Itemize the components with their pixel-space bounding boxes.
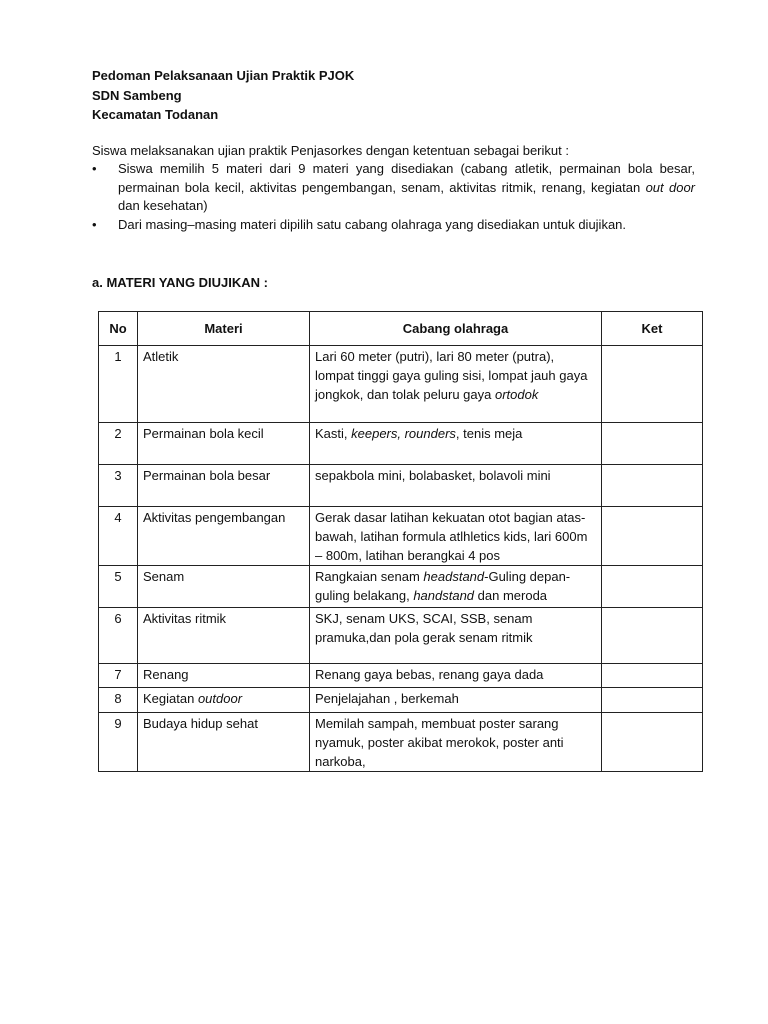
cell-materi: Permainan bola kecil	[138, 423, 310, 465]
cell-no: 6	[99, 608, 138, 664]
table-row	[99, 507, 703, 566]
column-header-cabang: Cabang olahraga	[310, 312, 602, 346]
materi-table	[98, 311, 703, 772]
column-header-no: No	[99, 312, 138, 346]
bullet-icon: •	[92, 161, 97, 176]
bullet-text: Dari masing–masing materi dipilih satu cabang olahraga yang disediakan untuk diujikan.	[118, 216, 627, 232]
cell-ket	[602, 346, 703, 423]
district-name: Kecamatan Todanan	[92, 107, 219, 122]
cell-cabang: sepakbola mini, bolabasket, bolavoli mini	[310, 465, 602, 507]
table-row	[99, 465, 703, 507]
cell-ket	[602, 608, 703, 664]
list-item	[92, 216, 695, 235]
cell-cabang: Kasti, keepers, rounders, tenis meja	[310, 423, 602, 465]
cell-materi: Renang	[138, 664, 310, 688]
cell-materi: Atletik	[138, 346, 310, 423]
cell-materi: Senam	[138, 566, 310, 608]
cell-ket	[602, 465, 703, 507]
cell-no: 4	[99, 507, 138, 566]
cell-ket	[602, 566, 703, 608]
cell-cabang: Renang gaya bebas, renang gaya dada	[310, 664, 602, 688]
cell-materi: Aktivitas ritmik	[138, 608, 310, 664]
school-name: SDN Sambeng	[92, 88, 182, 103]
cell-cabang: Rangkaian senam headstand-Guling depan-guling belakang, handstand dan meroda	[310, 566, 602, 608]
cell-no: 5	[99, 566, 138, 608]
cell-no: 1	[99, 346, 138, 423]
cell-ket	[602, 713, 703, 772]
table-row	[99, 346, 703, 423]
cell-cabang: Memilah sampah, membuat poster sarang nyamuk, poster akibat merokok, poster anti narkoba,	[310, 713, 602, 772]
bullet-text: Siswa memilih 5 materi dari 9 materi yang disediakan (cabang atletik, permainan bola besar, permainan bola kecil, aktivitas pengembangan, senam, aktivitas ritmik, renang, kegiatan out door dan kesehatan)	[118, 161, 696, 213]
document-title: Pedoman Pelaksanaan Ujian Praktik PJOK	[92, 68, 355, 83]
table-row	[99, 688, 703, 713]
cell-no: 9	[99, 713, 138, 772]
table-row	[99, 423, 703, 465]
table-row	[99, 664, 703, 688]
rules-list	[92, 160, 695, 234]
list-item	[92, 160, 695, 216]
table-row	[99, 566, 703, 608]
cell-no: 2	[99, 423, 138, 465]
cell-cabang: Penjelajahan , berkemah	[310, 688, 602, 713]
cell-materi: Budaya hidup sehat	[138, 713, 310, 772]
cell-ket	[602, 423, 703, 465]
cell-ket	[602, 507, 703, 566]
column-header-materi: Materi	[138, 312, 310, 346]
cell-ket	[602, 664, 703, 688]
column-header-ket: Ket	[602, 312, 703, 346]
bullet-icon: •	[92, 216, 97, 232]
cell-ket	[602, 688, 703, 713]
cell-materi: Permainan bola besar	[138, 465, 310, 507]
cell-no: 7	[99, 664, 138, 688]
table-header-row	[99, 312, 703, 346]
cell-cabang: Lari 60 meter (putri), lari 80 meter (putra), lompat tinggi gaya guling sisi, lompat jauh gaya jongkok, dan tolak peluru gaya ortodok	[310, 346, 602, 423]
cell-materi: Aktivitas pengembangan	[138, 507, 310, 566]
cell-cabang: SKJ, senam UKS, SCAI, SSB, senam pramuka,dan pola gerak senam ritmik	[310, 608, 602, 664]
cell-no: 8	[99, 688, 138, 713]
table-row	[99, 608, 703, 664]
table-row	[99, 713, 703, 772]
intro-paragraph: Siswa melaksanakan ujian praktik Penjasorkes dengan ketentuan sebagai berikut :	[92, 143, 569, 158]
cell-cabang: Gerak dasar latihan kekuatan otot bagian atas-bawah, latihan formula atlhletics kids, lari 600m – 800m, latihan berangkai 4 pos	[310, 507, 602, 566]
cell-materi: Kegiatan outdoor	[138, 688, 310, 713]
cell-no: 3	[99, 465, 138, 507]
section-title: a. MATERI YANG DIUJIKAN :	[92, 275, 269, 290]
